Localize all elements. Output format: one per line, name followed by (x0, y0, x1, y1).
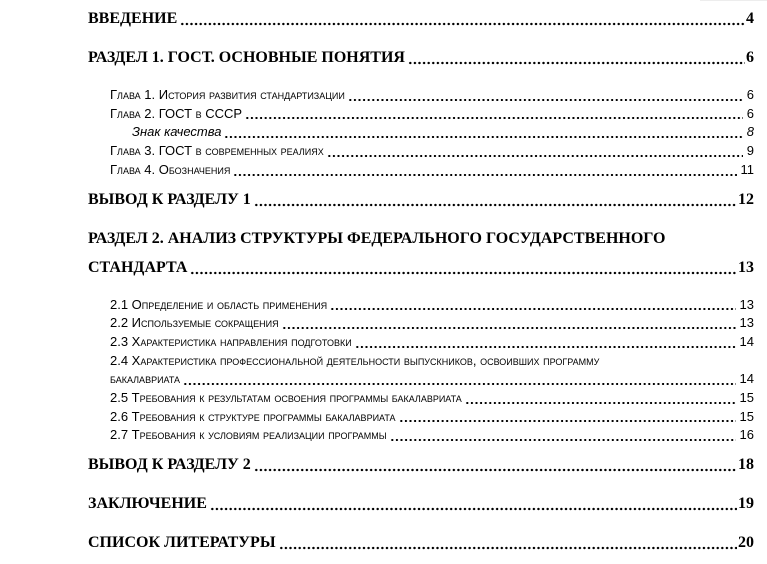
dot-leader (245, 105, 743, 124)
dot-leader (180, 4, 745, 33)
dot-leader (330, 296, 735, 315)
toc-page-number: 9 (746, 143, 754, 159)
toc-page-number: 6 (746, 105, 754, 121)
dot-leader (408, 43, 745, 72)
toc-row[interactable] (110, 142, 754, 161)
toc-row[interactable] (132, 123, 754, 142)
toc-page-number: 14 (739, 333, 754, 349)
toc-page-number: 20 (738, 534, 754, 552)
toc-entry-title: ЗАКЛЮЧЕНИЕ (88, 495, 207, 513)
toc-row[interactable] (110, 105, 754, 124)
dot-leader (282, 314, 736, 333)
screen-edge-artifact (700, 0, 767, 1)
toc-row[interactable] (110, 426, 754, 445)
dot-leader (254, 185, 737, 214)
toc-page-number: 16 (739, 427, 754, 443)
toc-row[interactable] (88, 4, 754, 33)
toc-row[interactable] (110, 333, 754, 352)
toc-entry-title: 2.6 Требования к структуре программы бакалавриата (110, 408, 396, 424)
toc-page-number: 13 (739, 315, 754, 331)
toc-page-number: 15 (739, 390, 754, 406)
toc-row[interactable] (110, 86, 754, 105)
toc-entry-title: СТАНДАРТА (88, 258, 188, 276)
toc-row[interactable] (88, 528, 754, 557)
toc-entry-title: 2.1 Определение и область применения (110, 296, 328, 312)
dot-leader (224, 123, 742, 142)
toc-row[interactable] (88, 224, 754, 253)
toc-entry-title: РАЗДЕЛ 2. АНАЛИЗ СТРУКТУРЫ ФЕДЕРАЛЬНОГО ГОСУДАРСТВЕННОГО (88, 229, 666, 247)
toc-row[interactable] (110, 352, 754, 371)
dot-leader (183, 370, 735, 389)
toc-entry-title: ВЫВОД К РАЗДЕЛУ 1 (88, 190, 251, 208)
dot-leader (190, 253, 737, 282)
toc-row[interactable] (110, 370, 754, 389)
toc-entry-title: Глава 3. ГОСТ в современных реалиях (110, 143, 324, 159)
toc-row[interactable] (110, 296, 754, 315)
toc-row[interactable] (88, 43, 754, 72)
toc-row[interactable] (110, 161, 754, 180)
toc-page-number: 4 (746, 10, 754, 27)
toc-entry-title: 2.4 Характеристика профессиональной деятельности выпускников, освоивших программу (110, 352, 600, 368)
dot-leader (390, 426, 736, 445)
dot-leader (355, 333, 736, 352)
dot-leader (465, 389, 736, 408)
toc-row[interactable] (88, 450, 754, 479)
toc-entry-title: Глава 1. История развития стандартизации (110, 87, 345, 102)
toc-page-number: 13 (739, 296, 754, 312)
toc-page-number: 18 (738, 456, 754, 474)
toc-page-number: 14 (739, 371, 754, 387)
toc-page-number: 8 (746, 124, 754, 140)
toc-page-number: 15 (739, 408, 754, 424)
toc-entry-title: 2.5 Требования к результатам освоения программы бакалавриата (110, 390, 462, 406)
dot-leader (233, 161, 736, 180)
toc-entry-title: 2.3 Характеристика направления подготовки (110, 333, 352, 349)
toc-entry-title: Знак качества (132, 124, 222, 140)
dot-leader (279, 528, 737, 557)
toc-page-number: 19 (738, 495, 754, 513)
dot-leader (254, 450, 737, 479)
dot-leader (327, 142, 743, 161)
toc-entry-title: ВЫВОД К РАЗДЕЛУ 2 (88, 456, 251, 474)
toc-row[interactable] (88, 489, 754, 518)
toc-page-number: 6 (746, 49, 754, 66)
toc-row[interactable] (88, 253, 754, 282)
toc-page-number: 6 (746, 87, 754, 102)
dot-leader (210, 489, 737, 518)
toc-entry-title: Глава 4. Обозначения (110, 161, 231, 177)
toc-row[interactable] (88, 185, 754, 214)
toc-entry-title: ВВЕДЕНИЕ (88, 10, 178, 27)
toc-entry-title: бакалавриата (110, 371, 181, 387)
toc-entry-title: 2.7 Требования к условиям реализации программы (110, 427, 387, 443)
dot-leader (399, 408, 736, 427)
toc-row[interactable] (110, 408, 754, 427)
toc-entry-title: РАЗДЕЛ 1. ГОСТ. ОСНОВНЫЕ ПОНЯТИЯ (88, 49, 405, 66)
toc-entry-title: 2.2 Используемые сокращения (110, 315, 279, 331)
toc-entry-title: Глава 2. ГОСТ в СССР (110, 105, 243, 121)
dot-leader (348, 86, 743, 105)
toc-page-number: 11 (740, 161, 754, 177)
toc-row[interactable] (110, 314, 754, 333)
toc-row[interactable] (110, 389, 754, 408)
toc-page-number: 12 (738, 190, 754, 208)
toc-entry-title: СПИСОК ЛИТЕРАТУРЫ (88, 534, 276, 552)
toc-page-number: 13 (738, 258, 754, 276)
